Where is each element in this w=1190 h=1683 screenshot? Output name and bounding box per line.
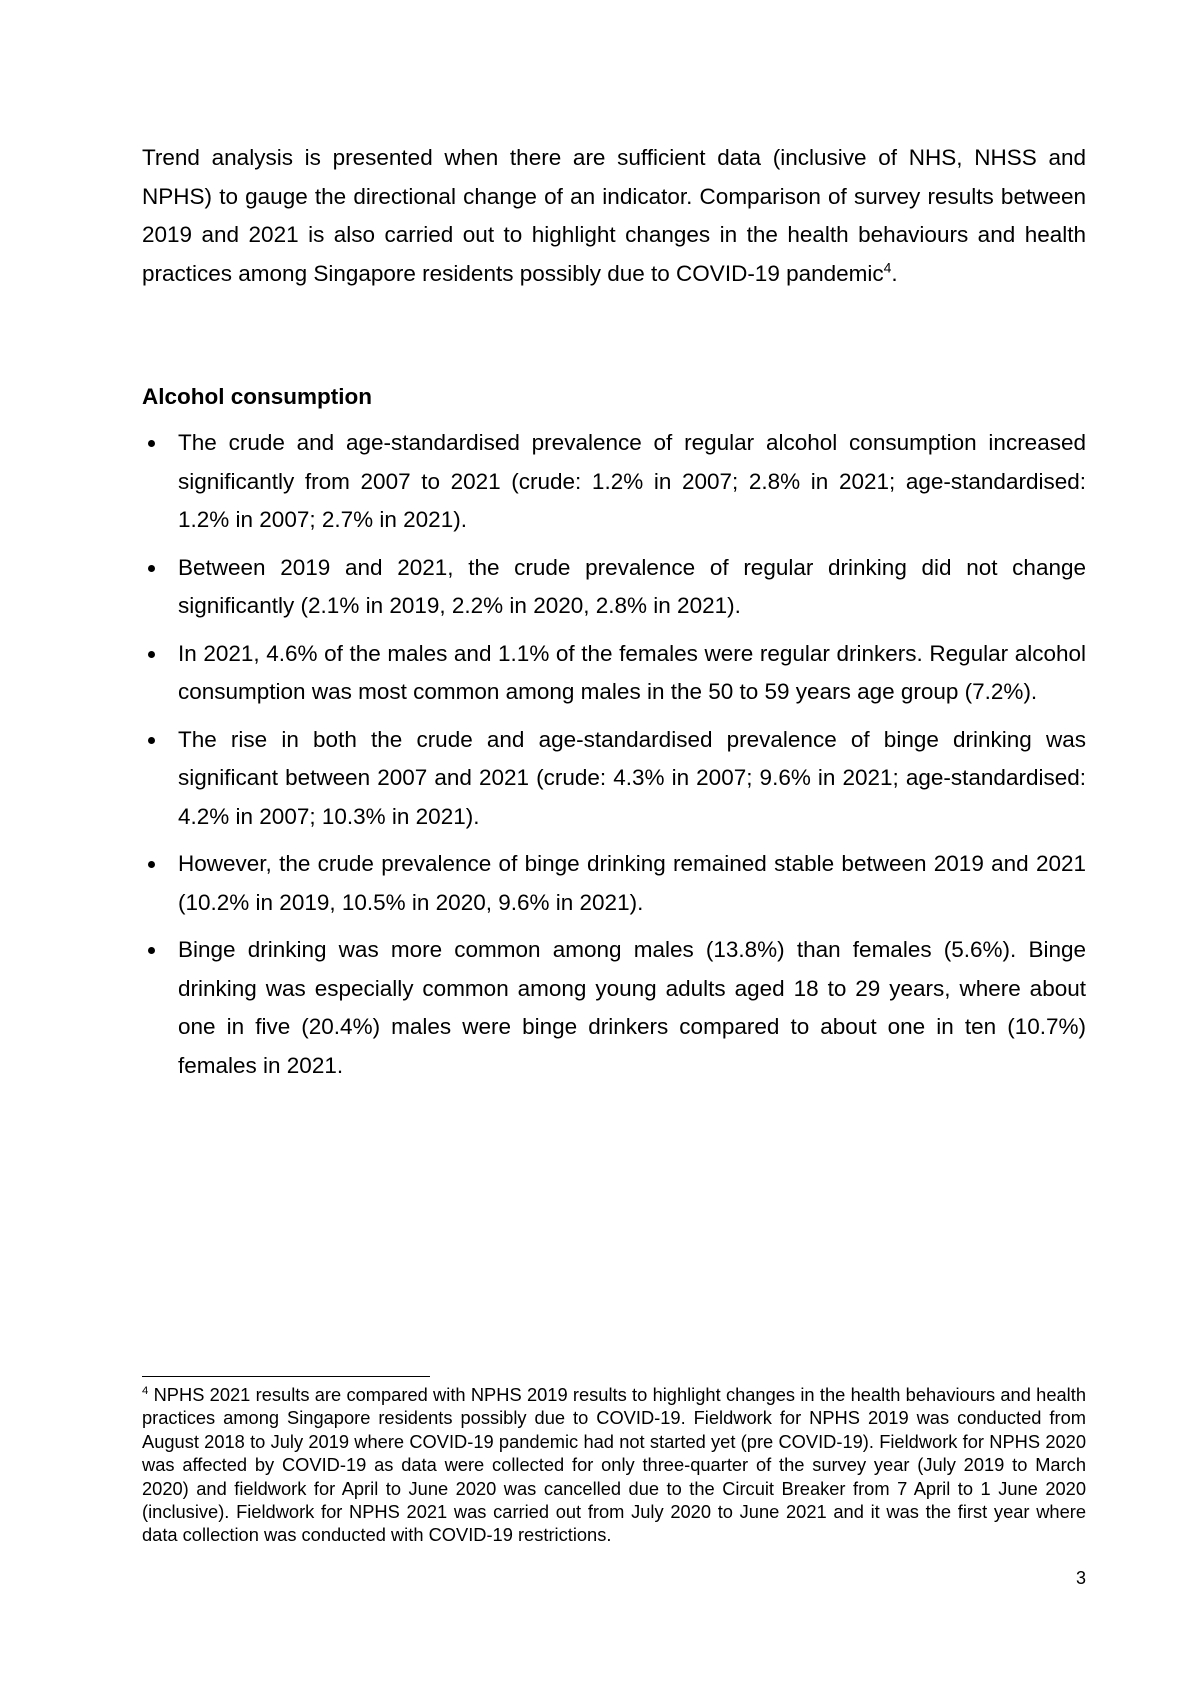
intro-text: Trend analysis is presented when there are sufficient data (inclusive of NHS, NHSS and NPHS) to gauge the directional change of an indicator. Comparison of survey results between 2019 and 2021 is also carried out to highlight changes in the health behaviours and health practices among Singapore residents possibly due to COVID-19 pandemic <box>142 145 1086 286</box>
list-item <box>142 635 1086 712</box>
section-heading: Alcohol consumption <box>142 384 372 409</box>
list-item-text: In 2021, 4.6% of the males and 1.1% of the females were regular drinkers. Regular alcohol consumption was most common among males in the 50 to 59 years age group (7.2%). <box>178 640 1086 704</box>
list-item <box>142 549 1086 626</box>
bullet-icon <box>148 651 155 658</box>
bullet-icon <box>148 565 155 572</box>
footnote-divider <box>142 1376 430 1377</box>
footnote-number: 4 <box>142 1384 149 1397</box>
list-item-text: However, the crude prevalence of binge drinking remained stable between 2019 and 2021 (10.2% in 2019, 10.5% in 2020, 9.6% in 2021). <box>178 851 1086 915</box>
list-item <box>142 424 1086 540</box>
page-number: 3 <box>1075 1568 1086 1588</box>
list-item-text: Between 2019 and 2021, the crude prevalence of regular drinking did not change significantly (2.1% in 2019, 2.2% in 2020, 2.8% in 2021). <box>178 554 1086 618</box>
list-item <box>142 721 1086 837</box>
bullet-icon <box>148 737 155 744</box>
list-item-text: The crude and age-standardised prevalence of regular alcohol consumption increased significantly from 2007 to 2021 (crude: 1.2% in 2007; 2.8% in 2021; age-standardised: 1.2% in 2007; 2.7% in 2021). <box>178 430 1086 532</box>
list-item <box>142 845 1086 922</box>
footnote-text: NPHS 2021 results are compared with NPHS 2019 results to highlight changes in the health behaviours and health practices among Singapore residents possibly due to COVID-19. Fieldwork for NPHS 2019 was conducted from August 2018 to July 2019 where COVID-19 pandemic had not started yet (pre COVID-19). Fieldwork for NPHS 2020 was affected by COVID-19 as data were collected for only three-quarter of the survey year (July 2019 to March 2020) and fieldwork for April to June 2020 was cancelled due to the Circuit Breaker from 7 April to 1 June 2020 (inclusive). Fieldwork for NPHS 2021 was carried out from July 2020 to June 2021 and it was the first year where data collection was conducted with COVID-19 restrictions. <box>142 1384 1086 1546</box>
footnote-reference[interactable]: 4 <box>883 259 892 275</box>
bullet-list <box>142 424 1086 1094</box>
list-item-text: The rise in both the crude and age-standardised prevalence of binge drinking was significant between 2007 and 2021 (crude: 4.3% in 2007; 9.6% in 2021; age-standardised: 4.2% in 2007; 10.3% in 2021). <box>178 726 1086 829</box>
list-item <box>142 931 1086 1085</box>
footnote <box>142 1383 1086 1547</box>
intro-paragraph <box>142 139 1086 293</box>
bullet-icon <box>148 861 155 868</box>
bullet-icon <box>148 947 155 954</box>
intro-end: . <box>891 260 898 286</box>
list-item-text: Binge drinking was more common among males (13.8%) than females (5.6%). Binge drinking was especially common among young adults aged 18 to 29 years, where about one in five (20.4%) males were binge drinkers compared to about one in ten (10.7%) females in 2021. <box>178 937 1086 1078</box>
bullet-icon <box>148 440 155 447</box>
